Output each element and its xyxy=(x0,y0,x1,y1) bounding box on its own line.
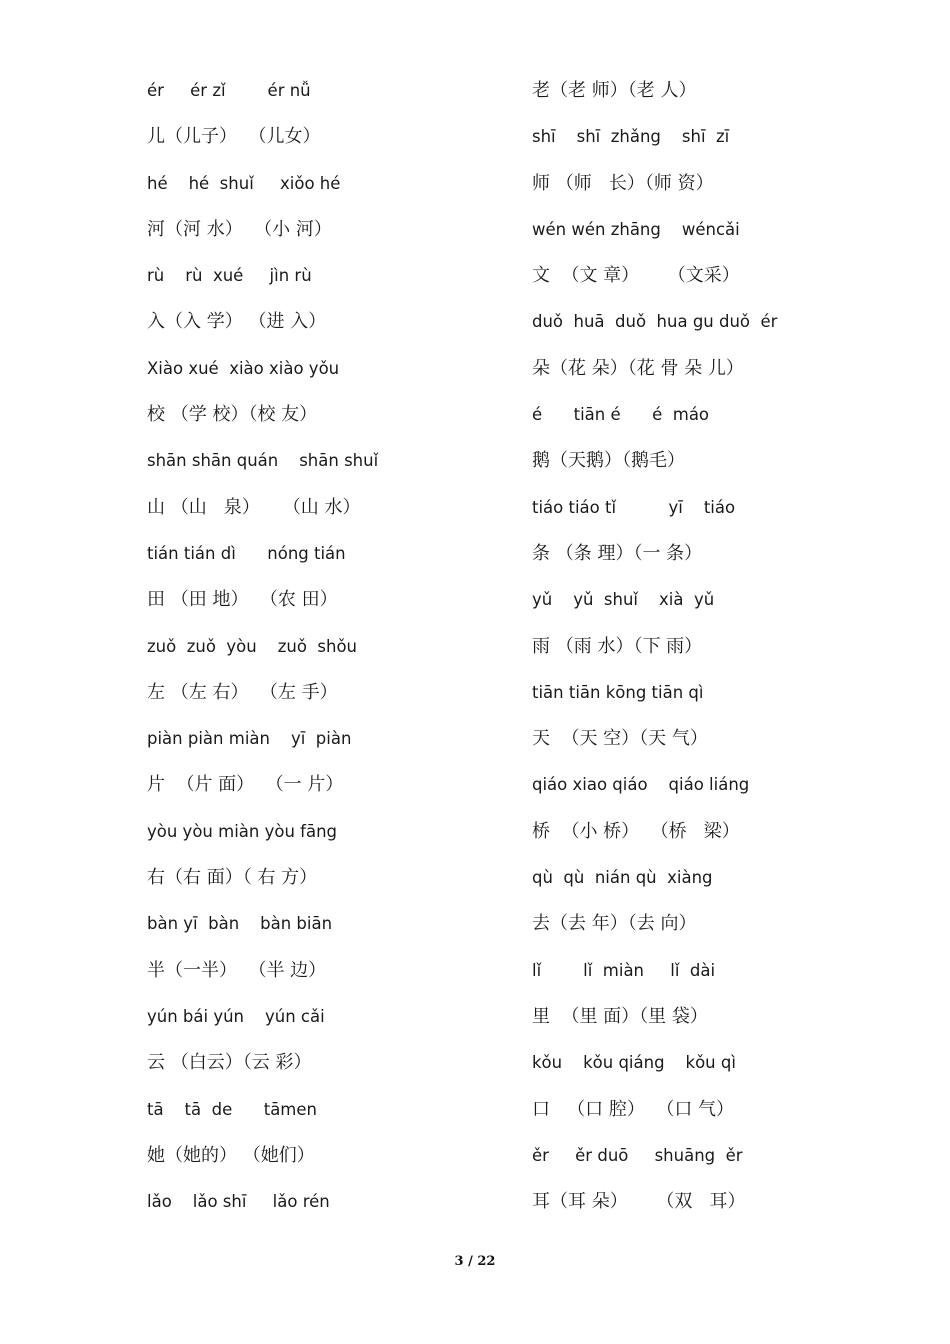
hanzi-line: 河（河 水） （小 河） xyxy=(147,218,332,240)
hanzi-line: 田 （田 地） （农 田） xyxy=(147,589,338,611)
pinyin-line: lǐ lǐ miàn lǐ dài xyxy=(532,960,716,980)
hanzi-line: 去（去 年）（去 向） xyxy=(532,913,697,935)
pinyin-line: qiáo xiao qiáo qiáo liáng xyxy=(532,775,750,795)
hanzi-line: 雨 （雨 水）（下 雨） xyxy=(532,635,703,657)
pinyin-line: wén wén zhāng wéncǎi xyxy=(532,219,740,239)
pinyin-line: piàn piàn miàn yī piàn xyxy=(147,729,352,749)
hanzi-line: 文 （文 章） （文采） xyxy=(532,265,740,287)
pinyin-line: zuǒ zuǒ yòu zuǒ shǒu xyxy=(147,636,358,656)
hanzi-line: 山 （山 泉） （山 水） xyxy=(147,496,361,518)
pinyin-line: hé hé shuǐ xiǒo hé xyxy=(147,173,341,193)
hanzi-line: 朵（花 朵）（花 骨 朵 儿） xyxy=(532,357,744,379)
left-column xyxy=(147,68,507,1225)
pinyin-line: yǔ yǔ shuǐ xià yǔ xyxy=(532,590,715,610)
pinyin-line: tiáo tiáo tǐ yī tiáo xyxy=(532,497,736,517)
pinyin-line: ér ér zǐ ér nǚ xyxy=(147,81,311,100)
pinyin-line: yòu yòu miàn yòu fāng xyxy=(147,821,338,841)
hanzi-line: 左 （左 右） （左 手） xyxy=(147,681,338,703)
pinyin-line: bàn yī bàn bàn biān xyxy=(147,914,333,934)
hanzi-line: 老（老 师）（老 人） xyxy=(532,80,697,101)
hanzi-line: 桥 （小 桥） （桥 梁） xyxy=(532,820,740,842)
hanzi-line: 鹅（天鹅）（鹅毛） xyxy=(532,450,685,472)
hanzi-line: 师 （师 长）（师 资） xyxy=(532,172,714,194)
pinyin-line: é tiān é é máo xyxy=(532,405,710,425)
pinyin-line: qù qù nián qù xiàng xyxy=(532,868,713,888)
hanzi-line: 口 （口 腔） （口 气） xyxy=(532,1098,735,1120)
hanzi-line: 耳（耳 朵） （双 耳） xyxy=(532,1191,746,1213)
hanzi-line: 儿（儿子） （儿女） xyxy=(147,126,321,148)
pinyin-line: shī shī zhǎng shī zī xyxy=(532,127,730,147)
hanzi-line: 右（右 面）（ 右 方） xyxy=(147,867,318,889)
hanzi-line: 天 （天 空）（天 气） xyxy=(532,728,708,750)
hanzi-line: 云 （白云）（云 彩） xyxy=(147,1052,312,1074)
pinyin-line: shān shān quán shān shuǐ xyxy=(147,451,379,471)
hanzi-line: 入（入 学） （进 入） xyxy=(147,311,327,333)
pinyin-line: rù rù xué jìn rù xyxy=(147,266,312,286)
hanzi-line: 片 （片 面） （一 片） xyxy=(147,774,344,796)
pinyin-line: ěr ěr duō shuāng ěr xyxy=(532,1145,743,1165)
pinyin-line: Xiào xué xiào xiào yǒu xyxy=(147,358,340,378)
hanzi-line: 里 （里 面）（里 袋） xyxy=(532,1005,708,1027)
pinyin-line: tián tián dì nóng tián xyxy=(147,543,346,563)
right-column xyxy=(532,68,892,1225)
pinyin-line: yún bái yún yún cǎi xyxy=(147,1006,325,1026)
hanzi-line: 校 （学 校）（校 友） xyxy=(147,404,318,426)
pinyin-line: tā tā de tāmen xyxy=(147,1099,317,1119)
hanzi-line: 条 （条 理）（一 条） xyxy=(532,542,703,564)
pinyin-line: lǎo lǎo shī lǎo rén xyxy=(147,1192,330,1212)
pinyin-line: duǒ huā duǒ hua gu duǒ ér xyxy=(532,312,778,332)
pinyin-line: kǒu kǒu qiáng kǒu qì xyxy=(532,1053,736,1073)
hanzi-line: 半（一半） （半 边） xyxy=(147,959,327,981)
hanzi-line: 她（她的） （她们） xyxy=(147,1144,315,1166)
page-number: 3 / 22 xyxy=(454,1254,496,1269)
pinyin-line: tiān tiān kōng tiān qì xyxy=(532,682,704,702)
